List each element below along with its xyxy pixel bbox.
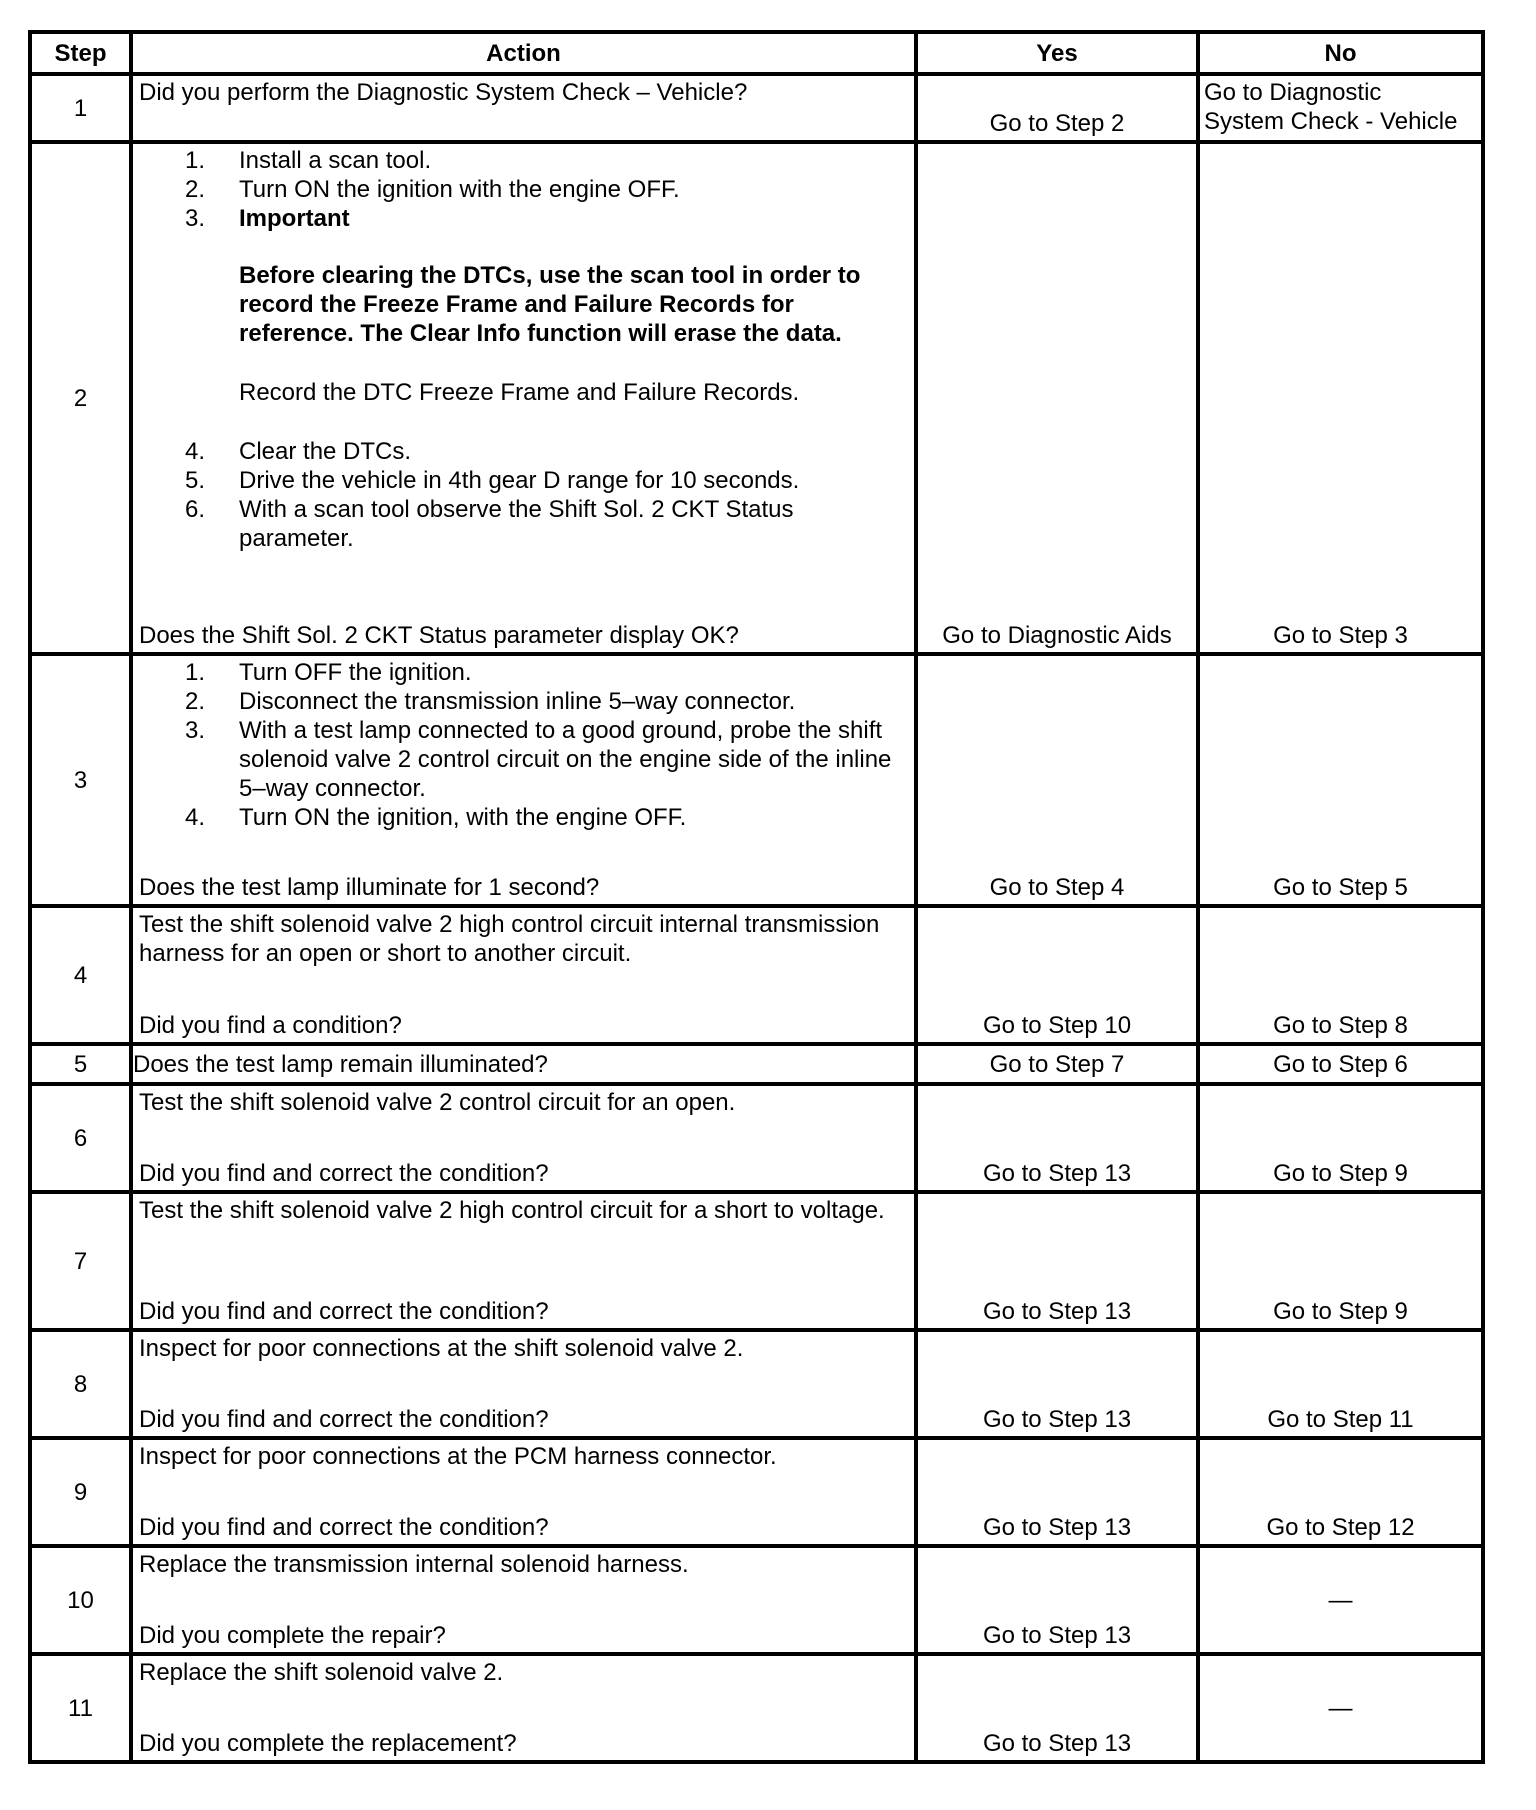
no-cell xyxy=(1198,74,1483,142)
list-item: 4. Clear the DTCs. xyxy=(184,438,412,465)
action-cell xyxy=(131,1654,916,1762)
no-text-line2: System Check - Vehicle xyxy=(1204,108,1458,135)
action-question: Does the test lamp remain illuminated? xyxy=(131,1044,916,1084)
important-note: Before clearing the DTCs, use the scan tool in order to record the Freeze Frame and Failure Records for reference. The Clear Info function will erase the data. xyxy=(239,262,861,347)
list-item: 3. Important xyxy=(139,204,910,233)
action-text: Inspect for poor connections at the PCM harness connector. xyxy=(139,1443,777,1470)
step-number: 6 xyxy=(30,1084,131,1192)
no-cell: Go to Step 9 xyxy=(1198,1192,1483,1330)
action-cell xyxy=(131,654,916,906)
yes-cell: Go to Step 13 xyxy=(916,1330,1198,1438)
yes-cell: Go to Step 13 xyxy=(916,1654,1198,1762)
step-number: 1 xyxy=(30,74,131,142)
no-text-line1: Go to Diagnostic xyxy=(1204,79,1382,106)
action-text: Test the shift solenoid valve 2 high control circuit for a short to voltage. xyxy=(139,1197,885,1224)
yes-cell: Go to Step 4 xyxy=(916,654,1198,906)
step-number: 7 xyxy=(30,1192,131,1330)
action-text: Test the shift solenoid valve 2 high control circuit internal transmission harness for an open or short to another circuit. xyxy=(139,911,880,967)
table-row xyxy=(30,1438,1483,1546)
table-row xyxy=(30,1330,1483,1438)
action-question: Does the Shift Sol. 2 CKT Status parameter display OK? xyxy=(139,622,739,649)
list-item: 3. With a test lamp connected to a good ground, probe the shift solenoid valve 2 control circuit on the engine side of the inline 5–way connector. xyxy=(184,717,892,802)
action-question: Did you find and correct the condition? xyxy=(139,1514,549,1541)
yes-cell: Go to Step 7 xyxy=(916,1044,1198,1084)
action-steps-list xyxy=(139,658,910,832)
table-row xyxy=(30,906,1483,1044)
action-text: Replace the transmission internal solenoid harness. xyxy=(139,1551,689,1578)
step-number: 10 xyxy=(30,1546,131,1654)
header-no: No xyxy=(1198,32,1483,74)
yes-cell: Go to Step 13 xyxy=(916,1546,1198,1654)
no-cell: Go to Step 6 xyxy=(1198,1044,1483,1084)
record-instruction: Record the DTC Freeze Frame and Failure Records. xyxy=(239,379,800,406)
action-text: Replace the shift solenoid valve 2. xyxy=(139,1659,504,1686)
list-item: 2. Turn ON the ignition with the engine OFF. xyxy=(184,176,680,203)
action-question: Did you complete the replacement? xyxy=(139,1730,517,1757)
list-item: 1. Turn OFF the ignition. xyxy=(184,659,472,686)
yes-cell: Go to Diagnostic Aids xyxy=(916,142,1198,654)
table-row xyxy=(30,1654,1483,1762)
yes-cell: Go to Step 13 xyxy=(916,1084,1198,1192)
action-cell xyxy=(131,1192,916,1330)
table-row xyxy=(30,1546,1483,1654)
no-cell: Go to Step 8 xyxy=(1198,906,1483,1044)
action-question: Did you find a condition? xyxy=(139,1012,402,1039)
table-header-row xyxy=(30,32,1483,74)
diagnostic-table xyxy=(28,30,1485,1764)
no-cell: Go to Step 3 xyxy=(1198,142,1483,654)
list-item: 2. Disconnect the transmission inline 5–way connector. xyxy=(184,688,796,715)
action-cell xyxy=(131,1084,916,1192)
yes-cell: Go to Step 13 xyxy=(916,1192,1198,1330)
yes-cell: Go to Step 2 xyxy=(916,74,1198,142)
action-cell xyxy=(131,142,916,654)
table-row xyxy=(30,654,1483,906)
action-question: Did you find and correct the condition? xyxy=(139,1160,549,1187)
list-item: 1. Install a scan tool. xyxy=(184,147,432,174)
table-row xyxy=(30,1044,1483,1084)
action-cell xyxy=(131,74,916,142)
yes-cell: Go to Step 10 xyxy=(916,906,1198,1044)
header-action: Action xyxy=(131,32,916,74)
action-steps-list xyxy=(139,146,910,233)
header-step: Step xyxy=(30,32,131,74)
action-question: Does the test lamp illuminate for 1 second? xyxy=(139,874,600,901)
no-cell: Go to Step 5 xyxy=(1198,654,1483,906)
list-item: 6. With a scan tool observe the Shift Sol. 2 CKT Status parameter. xyxy=(184,496,794,552)
no-cell: — xyxy=(1198,1654,1483,1762)
header-yes: Yes xyxy=(916,32,1198,74)
step-number: 2 xyxy=(30,142,131,654)
no-cell: Go to Step 12 xyxy=(1198,1438,1483,1546)
list-item: 5. Drive the vehicle in 4th gear D range for 10 seconds. xyxy=(184,467,800,494)
action-cell xyxy=(131,1546,916,1654)
action-cell xyxy=(131,1330,916,1438)
action-question: Did you find and correct the condition? xyxy=(139,1406,549,1433)
important-heading: Important xyxy=(239,205,350,232)
step-number: 4 xyxy=(30,906,131,1044)
step-number: 3 xyxy=(30,654,131,906)
table-row xyxy=(30,1192,1483,1330)
step-number: 8 xyxy=(30,1330,131,1438)
step-number: 5 xyxy=(30,1044,131,1084)
no-cell: — xyxy=(1198,1546,1483,1654)
action-text: Test the shift solenoid valve 2 control circuit for an open. xyxy=(139,1089,736,1116)
action-question: Did you perform the Diagnostic System Check – Vehicle? xyxy=(139,79,748,106)
table-row xyxy=(30,74,1483,142)
action-cell xyxy=(131,906,916,1044)
yes-cell: Go to Step 13 xyxy=(916,1438,1198,1546)
action-text: Inspect for poor connections at the shift solenoid valve 2. xyxy=(139,1335,744,1362)
table-row xyxy=(30,142,1483,654)
step-number: 11 xyxy=(30,1654,131,1762)
no-cell: Go to Step 9 xyxy=(1198,1084,1483,1192)
action-question: Did you complete the repair? xyxy=(139,1622,446,1649)
no-cell: Go to Step 11 xyxy=(1198,1330,1483,1438)
list-item: 4. Turn ON the ignition, with the engine OFF. xyxy=(184,804,687,831)
action-question: Did you find and correct the condition? xyxy=(139,1298,549,1325)
action-cell xyxy=(131,1438,916,1546)
action-steps-list xyxy=(139,437,910,553)
step-number: 9 xyxy=(30,1438,131,1546)
table-row xyxy=(30,1084,1483,1192)
